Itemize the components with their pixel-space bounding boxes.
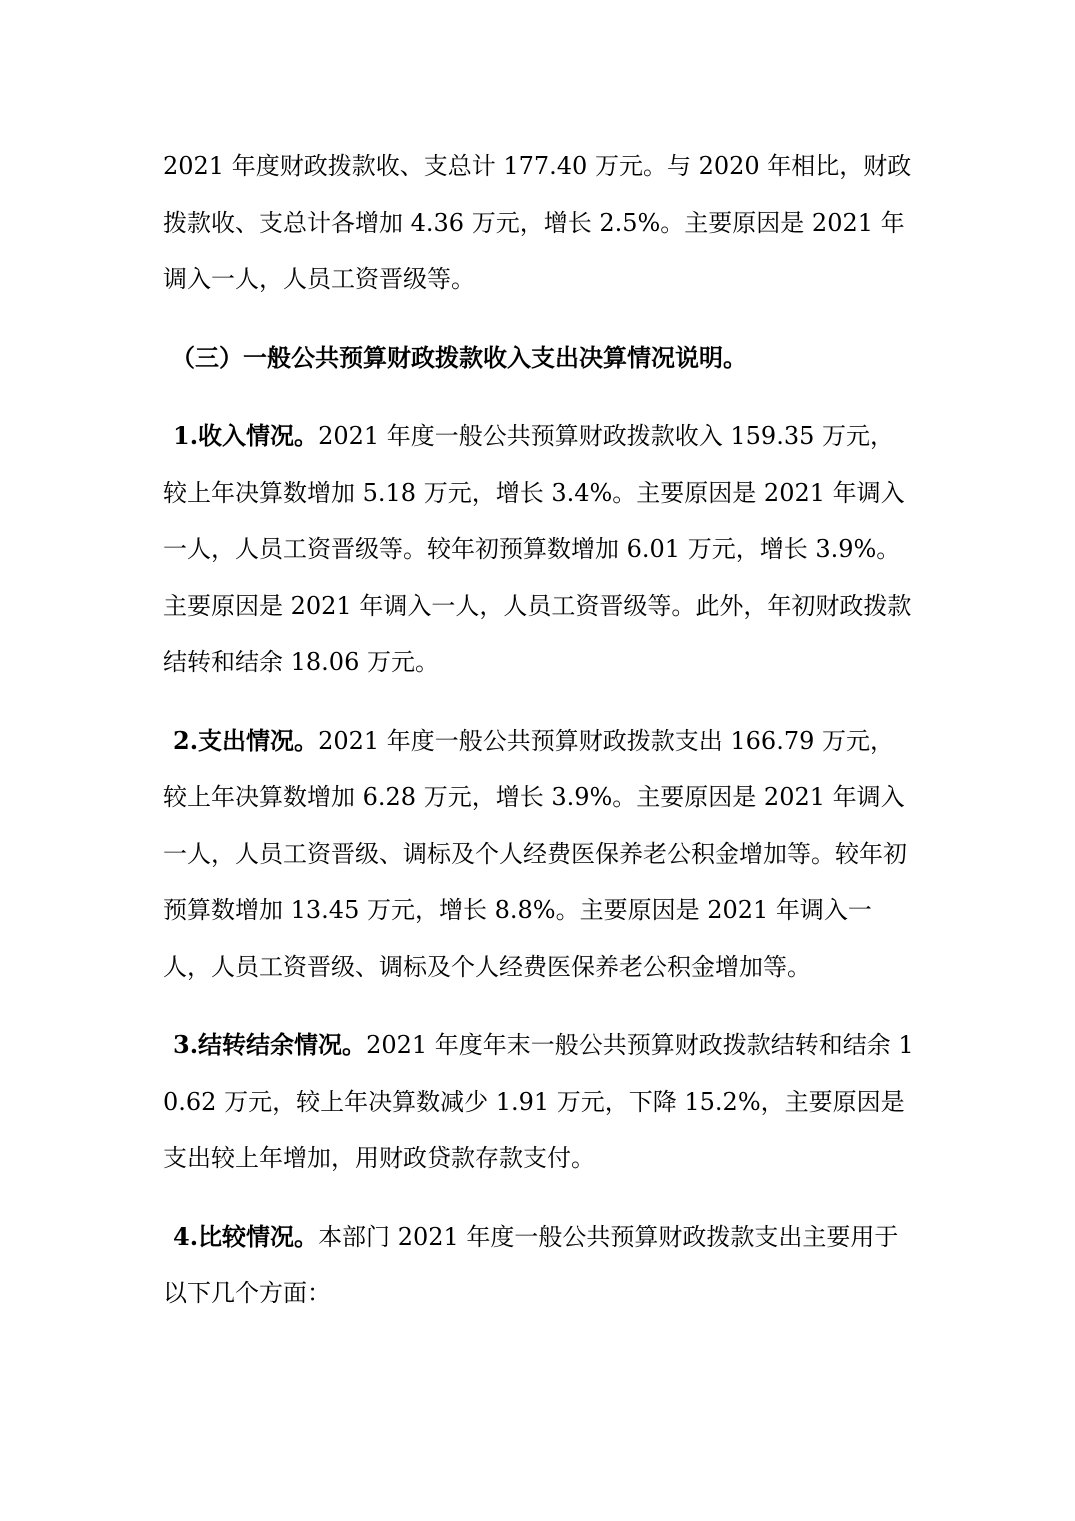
item-income: [163, 408, 915, 691]
item-text: 2021 年度一般公共预算财政拨款支出 166.79 万元，较上年决算数增加 6.28 万元，增长 3.9%。主要原因是 2021 年调入一人，人员工资晋级、调标及个人经费医保养老公积金增加等。较年初预算数增加 13.45 万元，增长 8.8%。主要原因是 2021 年调入一人，人员工资晋级、调标及个人经费医保养老公积金增加等。: [163, 726, 907, 981]
item-lead: 1.收入情况。: [173, 421, 319, 450]
item-lead: 3.结转结余情况。: [173, 1030, 367, 1059]
item-lead: 2.支出情况。: [173, 725, 319, 755]
item-expenditure: [163, 713, 915, 996]
section-heading: （三）一般公共预算财政拨款收入支出决算情况说明。: [171, 342, 747, 372]
item-text: 2021 年度年末一般公共预算财政拨款结转和结余 10.62 万元，较上年决算数减少 1.91 万元，下降 15.2%，主要原因是支出较上年增加，用财政贷款存款支付。: [163, 1031, 914, 1172]
item-text: 本部门 2021 年度一般公共预算财政拨款支出主要用于以下几个方面：: [163, 1222, 899, 1307]
item-comparison: [163, 1209, 915, 1322]
item-carryover: [163, 1017, 915, 1187]
item-lead: 4.比较情况。: [173, 1221, 319, 1251]
intro-paragraph: 2021 年度财政拨款收、支总计 177.40 万元。与 2020 年相比，财政拨款收、支总计各增加 4.36 万元，增长 2.5%。主要原因是 2021 年调入一人，人员工资晋级等。: [163, 152, 912, 293]
item-text: 2021 年度一般公共预算财政拨款收入 159.35 万元，较上年决算数增加 5.18 万元，增长 3.4%。主要原因是 2021 年调入一人，人员工资晋级等。较年初预算数增加 6.01 万元，增长 3.9%。主要原因是 2021 年调入一人，人员工资晋级等。此外，年初财政拨款结转和结余 18.06 万元。: [163, 422, 912, 676]
document-page: [163, 138, 915, 1322]
